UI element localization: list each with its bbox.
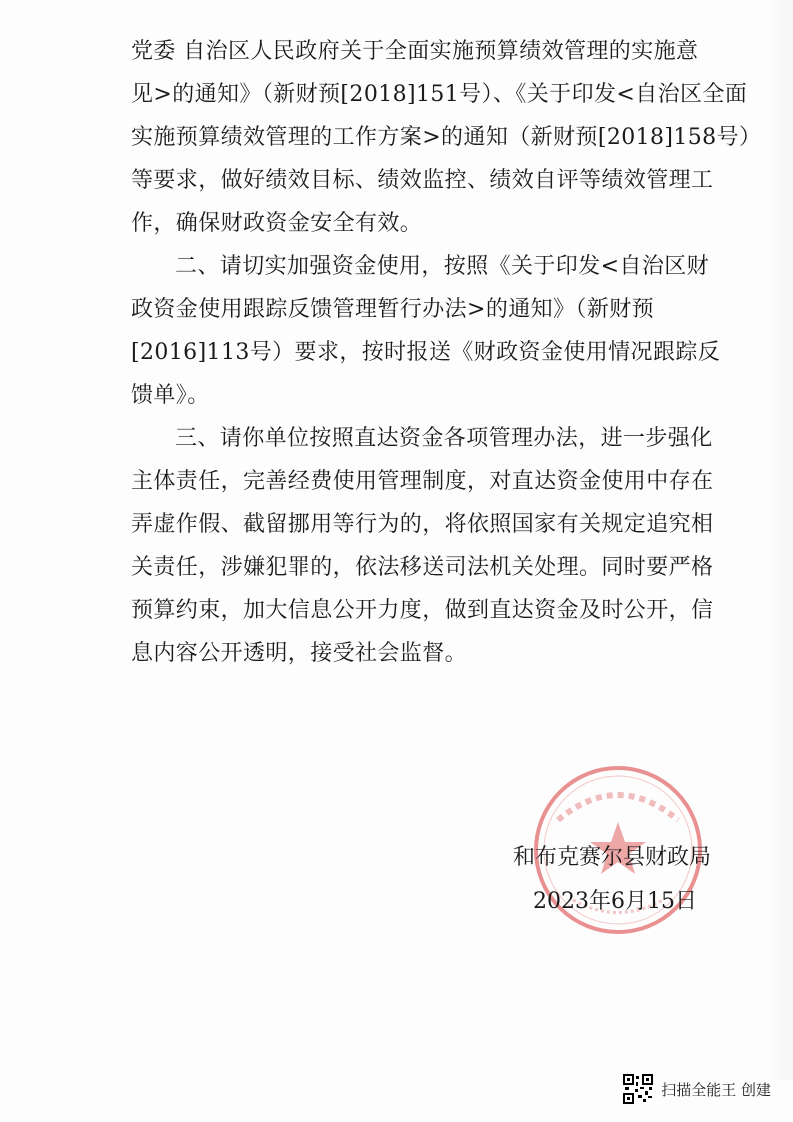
text-line: 实施预算绩效管理的工作方案>的通知（新财预[2018]158号） [131, 125, 762, 150]
text-line: 作，确保财政资金安全有效。 [131, 211, 423, 236]
text-line: 关责任，涉嫌犯罪的，依法移送司法机关处理。同时要严格 [131, 555, 714, 580]
text-line: 弄虚作假、截留挪用等行为的，将依照国家有关规定追究相 [131, 512, 714, 537]
paragraph-2 [131, 245, 721, 417]
document-body [131, 30, 762, 675]
qr-code-icon [623, 1074, 653, 1104]
text-line: 馈单》。 [131, 383, 210, 408]
text-line: 政资金使用跟踪反馈管理暂行办法>的通知》（新财预 [131, 297, 655, 322]
text-line: [2016]113号）要求，按时报送《财政资金使用情况跟踪反 [131, 340, 721, 365]
text-line: 息内容公开透明，接受社会监督。 [131, 641, 468, 666]
paragraph-1 [131, 30, 762, 245]
watermark-text: 扫描全能王 创建 [661, 1080, 771, 1099]
paragraph-3 [131, 417, 714, 675]
text-line: 党委 自治区人民政府关于全面实施预算绩效管理的实施意 [131, 39, 699, 64]
text-line: 等要求，做好绩效目标、绩效监控、绩效自评等绩效管理工 [131, 168, 714, 193]
text-line: 预算约束，加大信息公开力度，做到直达资金及时公开，信 [131, 598, 714, 623]
issuing-organization: 和布克赛尔县财政局 [513, 845, 712, 870]
text-line: 主体责任，完善经费使用管理制度，对直达资金使用中存在 [131, 469, 714, 494]
issue-date: 2023年6月15日 [533, 889, 697, 914]
text-line: 见>的通知》（新财预[2018]151号）、《关于印发<自治区全面 [131, 82, 748, 107]
text-line: 三、请你单位按照直达资金各项管理办法，进一步强化 [175, 426, 713, 451]
text-line: 二、请切实加强资金使用，按照《关于印发<自治区财 [175, 254, 710, 279]
scan-edge [763, 0, 793, 1080]
signature-block [513, 836, 753, 924]
scanner-watermark [623, 1074, 771, 1104]
